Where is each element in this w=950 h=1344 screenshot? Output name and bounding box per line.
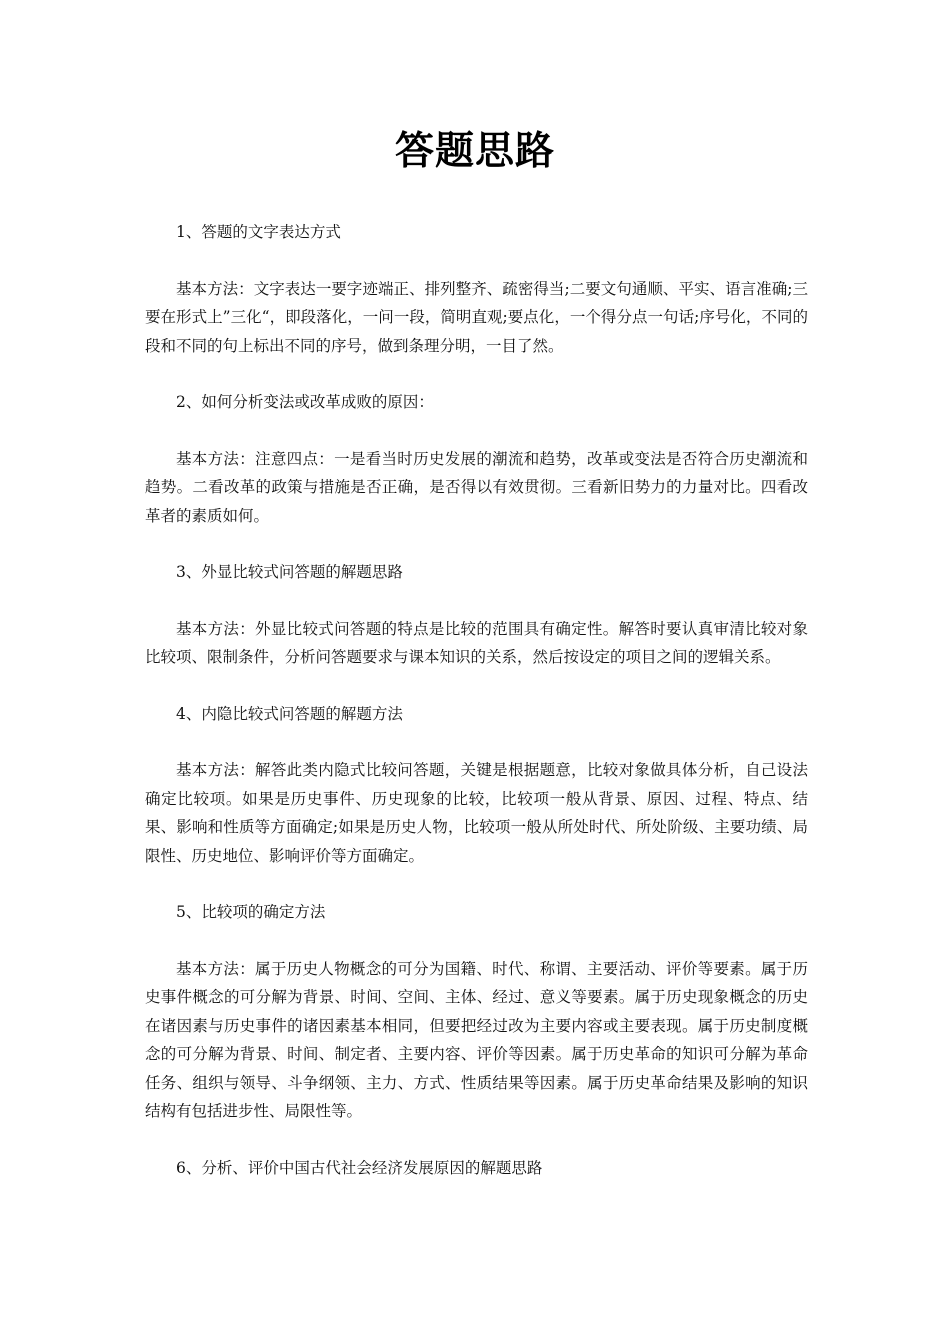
section-heading-5: 5、比较项的确定方法	[176, 903, 326, 921]
section-paragraph-1: 基本方法：文字表达一要字迹端正、排列整齐、疏密得当;二要文句通顺、平实、语言准确;三要在形式上”三化“，即段落化，一问一段，简明直观;要点化，一个得分点一句话;序号化，不同的段和不同的句上标出不同的序号，做到条理分明，一目了然。	[145, 279, 808, 355]
section-heading-2: 2、如何分析变法或改革成败的原因：	[176, 393, 434, 411]
document-body	[145, 218, 808, 1182]
section-paragraph-5: 基本方法：属于历史人物概念的可分为国籍、时代、称谓、主要活动、评价等要素。属于历史事件概念的可分解为背景、时间、空间、主体、经过、意义等要素。属于历史现象概念的历史在诸因素与历史事件的诸因素基本相同，但要把经过改为主要内容或主要表现。属于历史制度概念的可分解为背景、时间、制定者、主要内容、评价等因素。属于历史革命的知识可分解为革命任务、组织与领导、斗争纲领、主力、方式、性质结果等因素。属于历史革命结果及影响的知识结构有包括进步性、局限性等。	[145, 959, 808, 1120]
section-paragraph-3: 基本方法：外显比较式问答题的特点是比较的范围具有确定性。解答时要认真审清比较对象比较项、限制条件，分析问答题要求与课本知识的关系，然后按设定的项目之间的逻辑关系。	[145, 619, 808, 666]
section-paragraph-4: 基本方法：解答此类内隐式比较问答题，关键是根据题意，比较对象做具体分析，自己设法确定比较项。如果是历史事件、历史现象的比较，比较项一般从背景、原因、过程、特点、结果、影响和性质等方面确定;如果是历史人物，比较项一般从所处时代、所处阶级、主要功绩、局限性、历史地位、影响评价等方面确定。	[145, 761, 808, 865]
section-heading-1: 1、答题的文字表达方式	[176, 223, 341, 241]
section-heading-6: 6、分析、评价中国古代社会经济发展原因的解题思路	[176, 1158, 543, 1177]
section-paragraph-2: 基本方法：注意四点：一是看当时历史发展的潮流和趋势，改革或变法是否符合历史潮流和趋势。二看改革的政策与措施是否正确，是否得以有效贯彻。三看新旧势力的力量对比。四看改革者的素质如何。	[145, 449, 808, 525]
section-heading-4: 4、内隐比较式问答题的解题方法	[176, 704, 403, 723]
section-heading-3: 3、外显比较式问答题的解题思路	[176, 563, 403, 581]
document-title: 答题思路	[394, 129, 555, 174]
